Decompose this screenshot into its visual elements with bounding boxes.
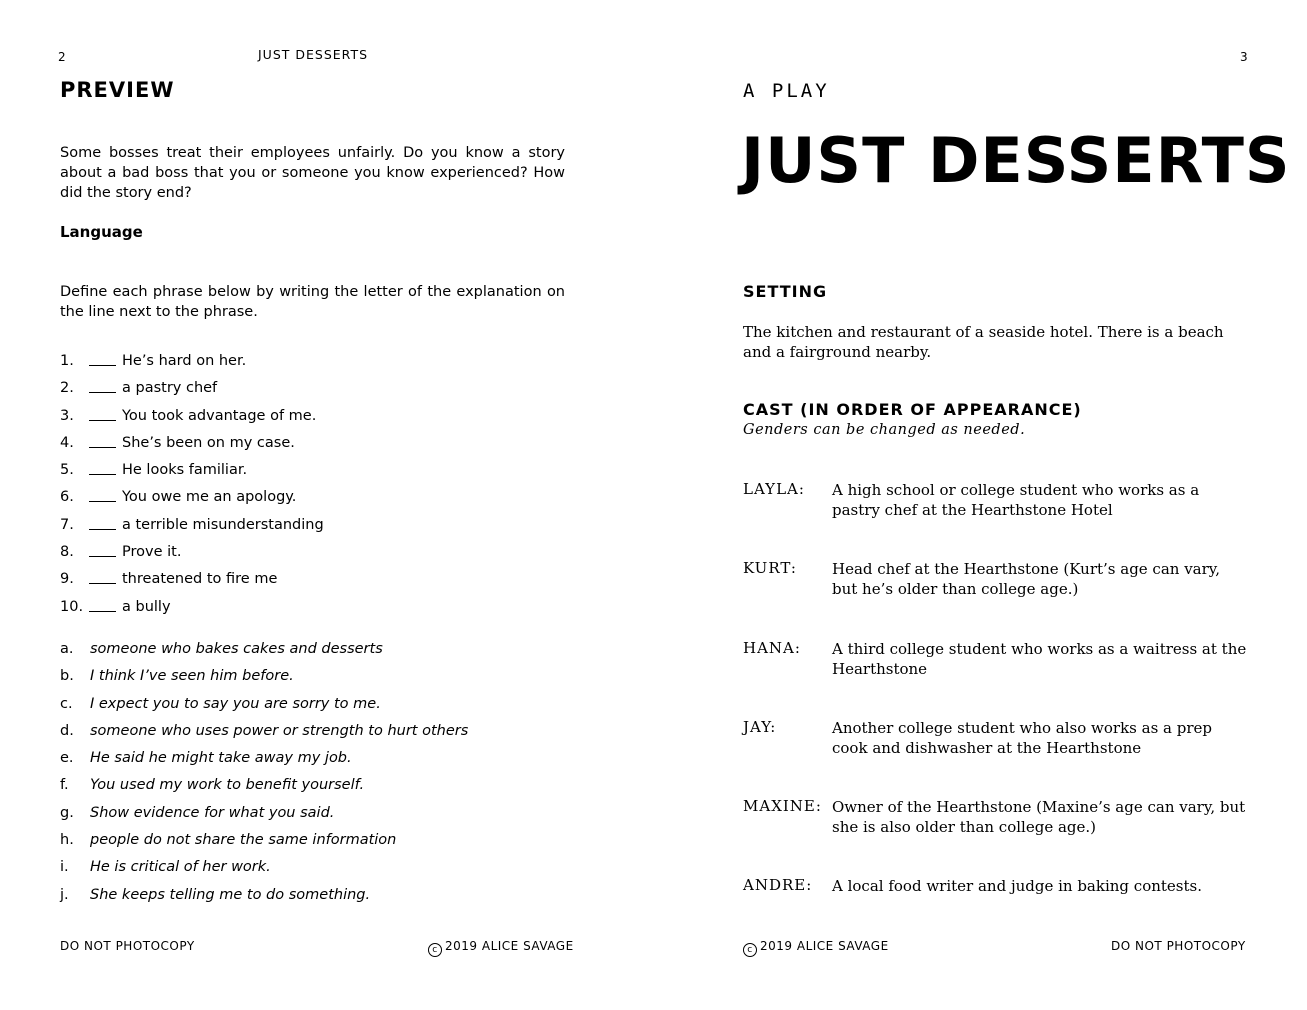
cast-name: HANA:	[743, 639, 801, 657]
phrase-text: a bully	[122, 598, 171, 615]
phrase-list	[60, 351, 560, 624]
phrase-text: a terrible misunderstanding	[122, 516, 324, 533]
list-item	[60, 639, 580, 666]
cast-name: ANDRE:	[743, 876, 813, 894]
explanation-text: I expect you to say you are sorry to me.	[90, 695, 381, 712]
list-item	[60, 351, 560, 378]
list-item	[60, 542, 560, 569]
cast-name: KURT:	[743, 559, 797, 577]
list-item	[60, 830, 580, 857]
explanation-text: He is critical of her work.	[90, 859, 271, 876]
cast-heading: CAST (IN ORDER OF APPEARANCE)	[743, 400, 1082, 419]
footer-notice: DO NOT PHOTOCOPY	[60, 939, 195, 953]
item-number: 9.	[60, 571, 74, 588]
cast-entry-andre	[743, 876, 1253, 918]
page-number: 3	[1240, 50, 1248, 64]
copyright-icon: c	[428, 943, 442, 957]
cast-entry-layla	[743, 480, 1253, 522]
answer-blank[interactable]	[89, 392, 116, 393]
explanation-list	[60, 639, 580, 912]
play-kicker: A PLAY	[743, 80, 830, 102]
instructions-paragraph: Define each phrase below by writing the letter of the explanation on the line next to the phrase.	[60, 284, 565, 320]
item-letter: b.	[60, 668, 74, 685]
cast-description: Owner of the Hearthstone (Maxine’s age can vary, but she is also older than college age.)	[832, 798, 1246, 836]
item-letter: c.	[60, 695, 73, 712]
list-item	[60, 721, 580, 748]
item-number: 5.	[60, 462, 74, 479]
item-number: 8.	[60, 544, 74, 561]
cast-description: A high school or college student who works as a pastry chef at the Hearthstone Hotel	[832, 481, 1200, 519]
list-item	[60, 775, 580, 802]
footer-copyright	[428, 939, 574, 957]
answer-blank[interactable]	[89, 611, 116, 612]
list-item	[60, 803, 580, 830]
play-title: JUST DESSERTS	[741, 124, 1291, 197]
copyright-icon: c	[743, 943, 757, 957]
explanation-text: She keeps telling me to do something.	[90, 886, 371, 903]
item-letter: j.	[60, 886, 69, 903]
list-item	[60, 569, 560, 596]
list-item	[60, 597, 560, 624]
item-number: 4.	[60, 434, 74, 451]
item-number: 2.	[60, 380, 74, 397]
running-head: JUST DESSERTS	[258, 47, 369, 62]
list-item	[60, 666, 580, 693]
setting-heading: SETTING	[743, 282, 828, 301]
item-number: 3.	[60, 407, 74, 424]
cast-note: Genders can be changed as needed.	[743, 422, 1026, 438]
cast-description: A local food writer and judge in baking contests.	[832, 877, 1202, 895]
item-letter: h.	[60, 832, 74, 849]
intro-paragraph: Some bosses treat their employees unfairly. Do you know a story about a bad boss that you or someone you know experienced? How did the story end?	[60, 145, 565, 201]
phrase-text: a pastry chef	[122, 380, 218, 397]
explanation-text: Show evidence for what you said.	[90, 804, 335, 821]
phrase-text: Prove it.	[122, 544, 182, 561]
explanation-text: people do not share the same information	[90, 832, 397, 849]
phrase-text: You took advantage of me.	[122, 407, 317, 424]
cast-entry-maxine	[743, 797, 1253, 839]
cast-description: Head chef at the Hearthstone (Kurt’s age can vary, but he’s older than college age.)	[832, 560, 1221, 598]
cast-entry-hana	[743, 639, 1253, 681]
item-number: 7.	[60, 516, 74, 533]
item-letter: g.	[60, 804, 74, 821]
copyright-text: 2019 ALICE SAVAGE	[760, 939, 889, 953]
section-title: PREVIEW	[60, 78, 175, 102]
answer-blank[interactable]	[89, 474, 116, 475]
cast-description: Another college student who also works as a prep cook and dishwasher at the Hearthstone	[832, 719, 1213, 757]
answer-blank[interactable]	[89, 365, 116, 366]
copyright-text: 2019 ALICE SAVAGE	[445, 939, 574, 953]
cast-entry-kurt	[743, 559, 1253, 601]
list-item	[60, 378, 560, 405]
explanation-text: I think I’ve seen him before.	[90, 668, 294, 685]
explanation-text: He said he might take away my job.	[90, 750, 352, 767]
explanation-text: someone who bakes cakes and desserts	[90, 641, 383, 657]
item-letter: d.	[60, 722, 74, 739]
item-letter: f.	[60, 777, 69, 794]
cast-name: MAXINE:	[743, 797, 822, 815]
list-item	[60, 694, 580, 721]
phrase-text: You owe me an apology.	[122, 489, 297, 506]
left-page	[0, 0, 650, 1010]
list-item	[60, 406, 560, 433]
footer-notice: DO NOT PHOTOCOPY	[1111, 939, 1246, 953]
item-number: 1.	[60, 353, 74, 369]
answer-blank[interactable]	[89, 501, 116, 502]
explanation-text: You used my work to benefit yourself.	[90, 777, 365, 794]
item-letter: i.	[60, 859, 69, 876]
cast-name: JAY:	[743, 718, 777, 736]
item-letter: a.	[60, 641, 74, 657]
list-item	[60, 433, 560, 460]
cast-entry-jay	[743, 718, 1253, 760]
answer-blank[interactable]	[89, 583, 116, 584]
list-item	[60, 460, 560, 487]
answer-blank[interactable]	[89, 447, 116, 448]
answer-blank[interactable]	[89, 556, 116, 557]
item-number: 10.	[60, 598, 84, 615]
list-item	[60, 515, 560, 542]
right-page	[650, 0, 1307, 1010]
answer-blank[interactable]	[89, 529, 116, 530]
cast-description: A third college student who works as a waitress at the Hearthstone	[832, 640, 1247, 678]
item-letter: e.	[60, 750, 74, 767]
list-item	[60, 748, 580, 775]
answer-blank[interactable]	[89, 420, 116, 421]
item-number: 6.	[60, 489, 74, 506]
list-item	[60, 487, 560, 514]
phrase-text: She’s been on my case.	[122, 434, 295, 451]
phrase-text: He’s hard on her.	[122, 353, 247, 369]
cast-name: LAYLA:	[743, 480, 805, 498]
language-heading: Language	[60, 223, 143, 241]
phrase-text: He looks familiar.	[122, 462, 248, 479]
page-number: 2	[58, 50, 66, 64]
footer-copyright	[743, 939, 889, 957]
explanation-text: someone who uses power or strength to hurt others	[90, 722, 469, 739]
setting-text: The kitchen and restaurant of a seaside hotel. There is a beach and a fairground nearby.	[743, 323, 1224, 361]
list-item	[60, 885, 580, 912]
list-item	[60, 857, 580, 884]
phrase-text: threatened to fire me	[122, 571, 278, 588]
